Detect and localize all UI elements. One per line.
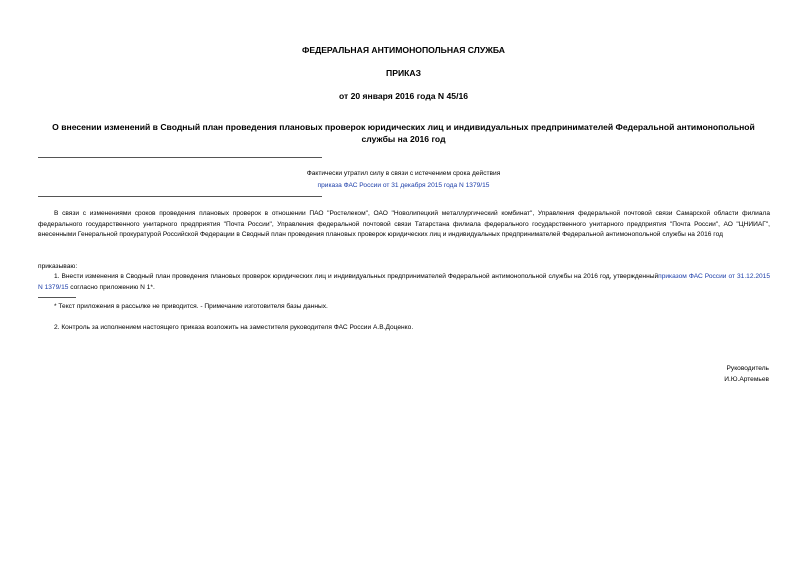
item-1-text: 1. Внести изменения в Сводный план проведения плановых проверок юридических лиц и индивидуальных предпринимателей Федеральной антимонопольной службы на 2016 год, утвержденный <box>54 273 659 280</box>
status-notice-link-line <box>0 181 807 190</box>
separator-bottom <box>38 196 322 197</box>
document-date-number: от 20 января 2016 года N 45/16 <box>338 91 469 101</box>
item-1-paragraph <box>38 272 770 293</box>
agency-name: ФЕДЕРАЛЬНАЯ АНТИМОНОПОЛЬНАЯ СЛУЖБА <box>302 45 505 55</box>
footnote-text: * Текст приложения в рассылке не приводится. - Примечание изготовителя базы данных. <box>54 303 328 310</box>
footnote-separator <box>38 297 76 298</box>
item-1-tail: согласно приложению N 1*. <box>68 283 155 291</box>
document-type: ПРИКАЗ <box>386 68 421 78</box>
signature-position: Руководитель <box>726 365 769 372</box>
expired-by-order-link[interactable]: приказа ФАС России от 31 декабря 2015 года N 1379/15 <box>317 182 490 189</box>
approving-order-link[interactable]: приказом ФАС России от 31.12.2015 N 1379/15 <box>38 273 770 291</box>
separator-top <box>38 157 322 158</box>
preamble-paragraph: В связи с изменениями сроков проведения плановых проверок в отношении ПАО "Ростелеком", ОАО "Новолипецкий металлургический комбинат", Управления федеральной почтовой связи Самарской области филиала федерального государственного унитарного предприятия "Почта России", Управления федеральной почтовой связи Татарстана филиала федерального государственного унитарного предприятия "Почта России", АО "ЦНИИАГ", внесенными Генеральной прокуратурой Российской Федерации в Сводный план проведения плановых проверок юридических лиц и индивидуальных предпринимателей Федеральной антимонопольной службы на 2016 год <box>38 210 770 238</box>
signature-name: И.Ю.Артемьев <box>724 376 769 383</box>
order-word: приказываю: <box>38 263 78 270</box>
status-notice-text: Фактически утратил силу в связи с истечением срока действия <box>306 170 501 177</box>
item-2-paragraph: 2. Контроль за исполнением настоящего приказа возложить на заместителя руководителя ФАС России А.В.Доценко. <box>54 324 414 331</box>
document-title: О внесении изменений в Сводный план проведения плановых проверок юридических лиц и индивидуальных предпринимателей Федеральной антимонопольной службы на 2016 год <box>52 122 755 144</box>
